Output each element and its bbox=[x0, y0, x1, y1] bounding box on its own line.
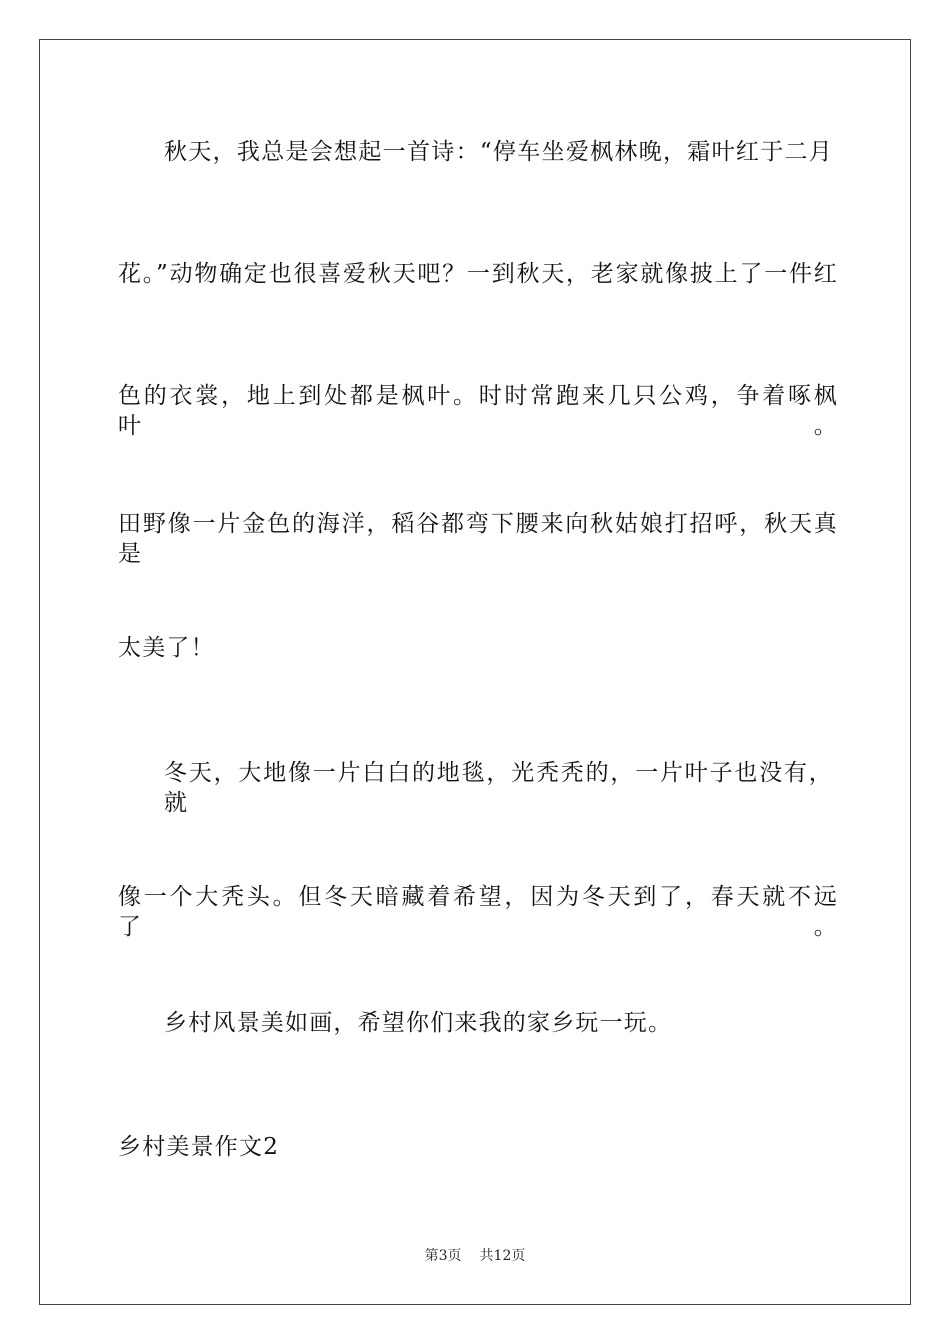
page-total: 共12页 bbox=[479, 1248, 526, 1264]
page-footer bbox=[0, 1246, 950, 1266]
paragraph-line: 色的衣裳，地上到处都是枫叶。时时常跑来几只公鸡，争着啄枫叶。 bbox=[118, 383, 838, 439]
paragraph-line: 秋天，我总是会想起一首诗：“停车坐爱枫林晚，霜叶红于二月 bbox=[164, 139, 833, 165]
paragraph-line: 乡村风景美如画，希望你们来我的家乡玩一玩。 bbox=[164, 1010, 673, 1036]
page-number: 第3页 bbox=[424, 1248, 462, 1264]
paragraph-line: 冬天，大地像一片白白的地毯，光秃秃的，一片叶子也没有，就 bbox=[164, 760, 833, 816]
paragraph-line: 太美了！ bbox=[118, 635, 215, 661]
paragraph-line: 像一个大秃头。但冬天暗藏着希望，因为冬天到了，春天就不远了。 bbox=[118, 884, 838, 940]
page-frame bbox=[39, 39, 911, 1305]
paragraph-line: 花。”动物确定也很喜爱秋天吧？一到秋天，老家就像披上了一件红 bbox=[118, 261, 838, 287]
paragraph-line: 田野像一片金色的海洋，稻谷都弯下腰来向秋姑娘打招呼，秋天真是 bbox=[118, 511, 838, 567]
section-heading: 乡村美景作文2 bbox=[118, 1134, 280, 1160]
